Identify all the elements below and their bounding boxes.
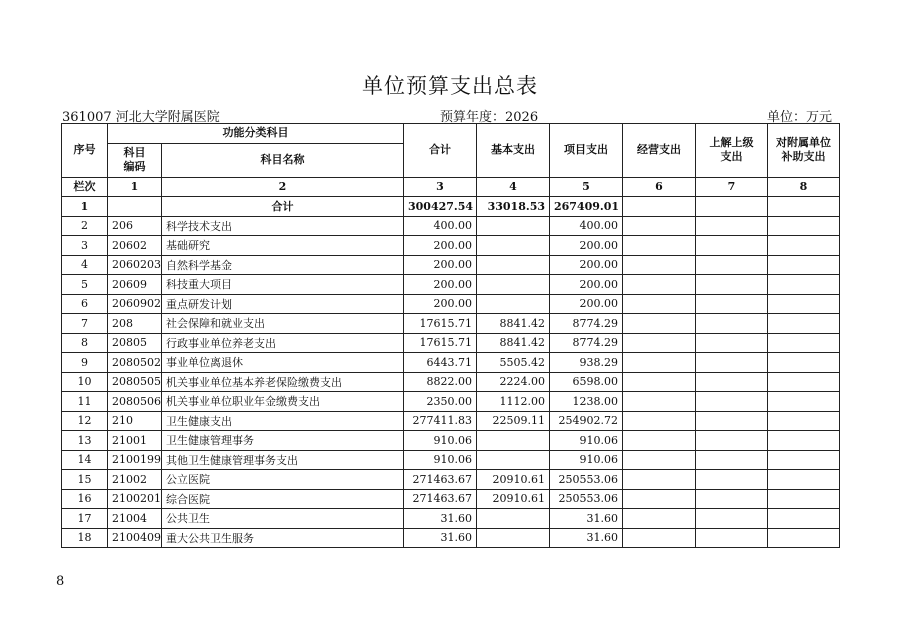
cell-subsidy [768,314,840,334]
cell-operating [623,314,696,334]
cell-project: 31.60 [550,528,623,548]
cell-total: 8822.00 [404,372,477,392]
cell-upper [696,528,768,548]
cell-upper [696,450,768,470]
cell-code: 2080506 [108,392,162,412]
cell-operating [623,489,696,509]
cell-total: 200.00 [404,255,477,275]
cell-subsidy [768,294,840,314]
cell-seq: 1 [62,197,108,217]
column-index-label: 栏次 [62,177,108,197]
cell-seq: 18 [62,528,108,548]
header-code: 科目 编码 [108,143,162,177]
cell-subsidy [768,509,840,529]
cell-upper [696,197,768,217]
cell-name: 事业单位离退休 [162,353,404,373]
cell-name: 公共卫生 [162,509,404,529]
cell-code: 2100409 [108,528,162,548]
cell-code: 2060902 [108,294,162,314]
budget-year: 预算年度：2026 [440,110,539,125]
cell-total: 271463.67 [404,489,477,509]
cell-basic [477,294,550,314]
cell-name: 综合医院 [162,489,404,509]
table-row [62,216,840,236]
cell-subsidy [768,255,840,275]
table-row [62,450,840,470]
table-row [62,489,840,509]
cell-upper [696,314,768,334]
cell-operating [623,431,696,451]
cell-code: 21004 [108,509,162,529]
cell-code: 2080502 [108,353,162,373]
cell-upper [696,294,768,314]
column-index: 7 [696,177,768,197]
cell-project: 400.00 [550,216,623,236]
cell-total: 200.00 [404,236,477,256]
cell-seq: 12 [62,411,108,431]
cell-project: 910.06 [550,431,623,451]
cell-basic [477,216,550,236]
table-row [62,275,840,295]
page-number: 8 [56,574,65,589]
cell-project: 250553.06 [550,489,623,509]
cell-seq: 8 [62,333,108,353]
cell-project: 200.00 [550,236,623,256]
cell-basic: 22509.11 [477,411,550,431]
cell-code: 206 [108,216,162,236]
cell-project: 31.60 [550,509,623,529]
cell-basic [477,431,550,451]
cell-basic: 20910.61 [477,470,550,490]
table-row [62,314,840,334]
cell-upper [696,255,768,275]
cell-upper [696,275,768,295]
cell-project: 200.00 [550,275,623,295]
cell-name: 行政事业单位养老支出 [162,333,404,353]
cell-seq: 7 [62,314,108,334]
cell-basic [477,450,550,470]
column-index: 5 [550,177,623,197]
cell-name: 科学技术支出 [162,216,404,236]
cell-code: 2080505 [108,372,162,392]
cell-project: 1238.00 [550,392,623,412]
cell-seq: 10 [62,372,108,392]
cell-operating [623,255,696,275]
column-index: 8 [768,177,840,197]
column-index: 4 [477,177,550,197]
cell-subsidy [768,216,840,236]
table-row [62,411,840,431]
cell-total: 910.06 [404,450,477,470]
cell-name: 公立医院 [162,470,404,490]
column-index: 3 [404,177,477,197]
cell-basic: 8841.42 [477,333,550,353]
table-row [62,255,840,275]
cell-subsidy [768,275,840,295]
cell-code: 20805 [108,333,162,353]
header-function-group: 功能分类科目 [108,124,404,144]
cell-name: 机关事业单位职业年金缴费支出 [162,392,404,412]
cell-total: 6443.71 [404,353,477,373]
cell-operating [623,275,696,295]
cell-basic: 33018.53 [477,197,550,217]
cell-operating [623,450,696,470]
cell-subsidy [768,372,840,392]
cell-subsidy [768,353,840,373]
cell-seq: 16 [62,489,108,509]
cell-total: 300427.54 [404,197,477,217]
cell-project: 200.00 [550,255,623,275]
cell-upper [696,489,768,509]
cell-subsidy [768,333,840,353]
cell-name: 卫生健康管理事务 [162,431,404,451]
header-name: 科目名称 [162,143,404,177]
table-body [62,197,840,548]
cell-code: 208 [108,314,162,334]
cell-operating [623,197,696,217]
cell-code [108,197,162,217]
cell-project: 254902.72 [550,411,623,431]
cell-total: 17615.71 [404,314,477,334]
cell-operating [623,392,696,412]
cell-subsidy [768,236,840,256]
header-project: 项目支出 [550,124,623,178]
cell-name: 自然科学基金 [162,255,404,275]
cell-project: 8774.29 [550,333,623,353]
cell-total: 910.06 [404,431,477,451]
cell-subsidy [768,528,840,548]
cell-upper [696,333,768,353]
cell-name: 基础研究 [162,236,404,256]
cell-code: 20602 [108,236,162,256]
cell-code: 210 [108,411,162,431]
cell-basic [477,528,550,548]
cell-subsidy [768,197,840,217]
cell-code: 20609 [108,275,162,295]
cell-seq: 3 [62,236,108,256]
cell-project: 200.00 [550,294,623,314]
cell-project: 267409.01 [550,197,623,217]
cell-total: 271463.67 [404,470,477,490]
cell-code: 21002 [108,470,162,490]
cell-total: 200.00 [404,275,477,295]
cell-seq: 15 [62,470,108,490]
cell-seq: 4 [62,255,108,275]
cell-name: 社会保障和就业支出 [162,314,404,334]
cell-code: 2100201 [108,489,162,509]
cell-operating [623,470,696,490]
cell-upper [696,509,768,529]
table-row [62,392,840,412]
cell-operating [623,372,696,392]
cell-seq: 5 [62,275,108,295]
cell-seq: 17 [62,509,108,529]
cell-basic: 8841.42 [477,314,550,334]
cell-total: 200.00 [404,294,477,314]
cell-basic: 20910.61 [477,489,550,509]
cell-total: 31.60 [404,509,477,529]
column-index: 2 [162,177,404,197]
table-row [62,294,840,314]
cell-name: 其他卫生健康管理事务支出 [162,450,404,470]
cell-subsidy [768,411,840,431]
cell-operating [623,333,696,353]
cell-subsidy [768,489,840,509]
cell-seq: 2 [62,216,108,236]
header-upper: 上解上级 支出 [696,124,768,178]
header-subsidy: 对附属单位 补助支出 [768,124,840,178]
cell-basic: 2224.00 [477,372,550,392]
cell-seq: 13 [62,431,108,451]
cell-upper [696,236,768,256]
cell-upper [696,431,768,451]
cell-seq: 11 [62,392,108,412]
cell-operating [623,236,696,256]
cell-basic [477,509,550,529]
cell-basic [477,236,550,256]
cell-total: 2350.00 [404,392,477,412]
unit-name: 361007 河北大学附属医院 [62,110,220,125]
cell-name: 重大公共卫生服务 [162,528,404,548]
header-operating: 经营支出 [623,124,696,178]
cell-upper [696,216,768,236]
table-row [62,509,840,529]
cell-upper [696,470,768,490]
cell-name: 科技重大项目 [162,275,404,295]
cell-project: 910.06 [550,450,623,470]
table-row [62,528,840,548]
cell-total: 17615.71 [404,333,477,353]
header-total: 合计 [404,124,477,178]
cell-operating [623,528,696,548]
cell-project: 6598.00 [550,372,623,392]
table-row [62,372,840,392]
cell-code: 2060203 [108,255,162,275]
cell-project: 8774.29 [550,314,623,334]
cell-upper [696,392,768,412]
cell-project: 938.29 [550,353,623,373]
table-row [62,470,840,490]
cell-subsidy [768,431,840,451]
table-row [62,236,840,256]
cell-basic [477,275,550,295]
budget-table [61,123,840,548]
cell-total: 31.60 [404,528,477,548]
column-index: 6 [623,177,696,197]
cell-seq: 14 [62,450,108,470]
table-row [62,197,840,217]
cell-basic: 5505.42 [477,353,550,373]
cell-project: 250553.06 [550,470,623,490]
cell-basic: 1112.00 [477,392,550,412]
header-basic: 基本支出 [477,124,550,178]
currency-unit: 单位：万元 [766,110,832,125]
table-row [62,431,840,451]
cell-code: 2100199 [108,450,162,470]
cell-operating [623,294,696,314]
cell-name: 卫生健康支出 [162,411,404,431]
cell-seq: 6 [62,294,108,314]
cell-name: 机关事业单位基本养老保险缴费支出 [162,372,404,392]
cell-upper [696,411,768,431]
cell-operating [623,216,696,236]
cell-name: 重点研发计划 [162,294,404,314]
table-row [62,353,840,373]
table-row [62,333,840,353]
cell-operating [623,353,696,373]
cell-seq: 9 [62,353,108,373]
cell-code: 21001 [108,431,162,451]
cell-upper [696,353,768,373]
cell-subsidy [768,470,840,490]
cell-subsidy [768,450,840,470]
cell-total: 400.00 [404,216,477,236]
cell-total: 277411.83 [404,411,477,431]
header-seq: 序号 [62,124,108,178]
cell-operating [623,509,696,529]
cell-upper [696,372,768,392]
column-index: 1 [108,177,162,197]
cell-operating [623,411,696,431]
cell-name: 合计 [162,197,404,217]
cell-basic [477,255,550,275]
cell-subsidy [768,392,840,412]
page-title: 单位预算支出总表 [362,74,538,98]
